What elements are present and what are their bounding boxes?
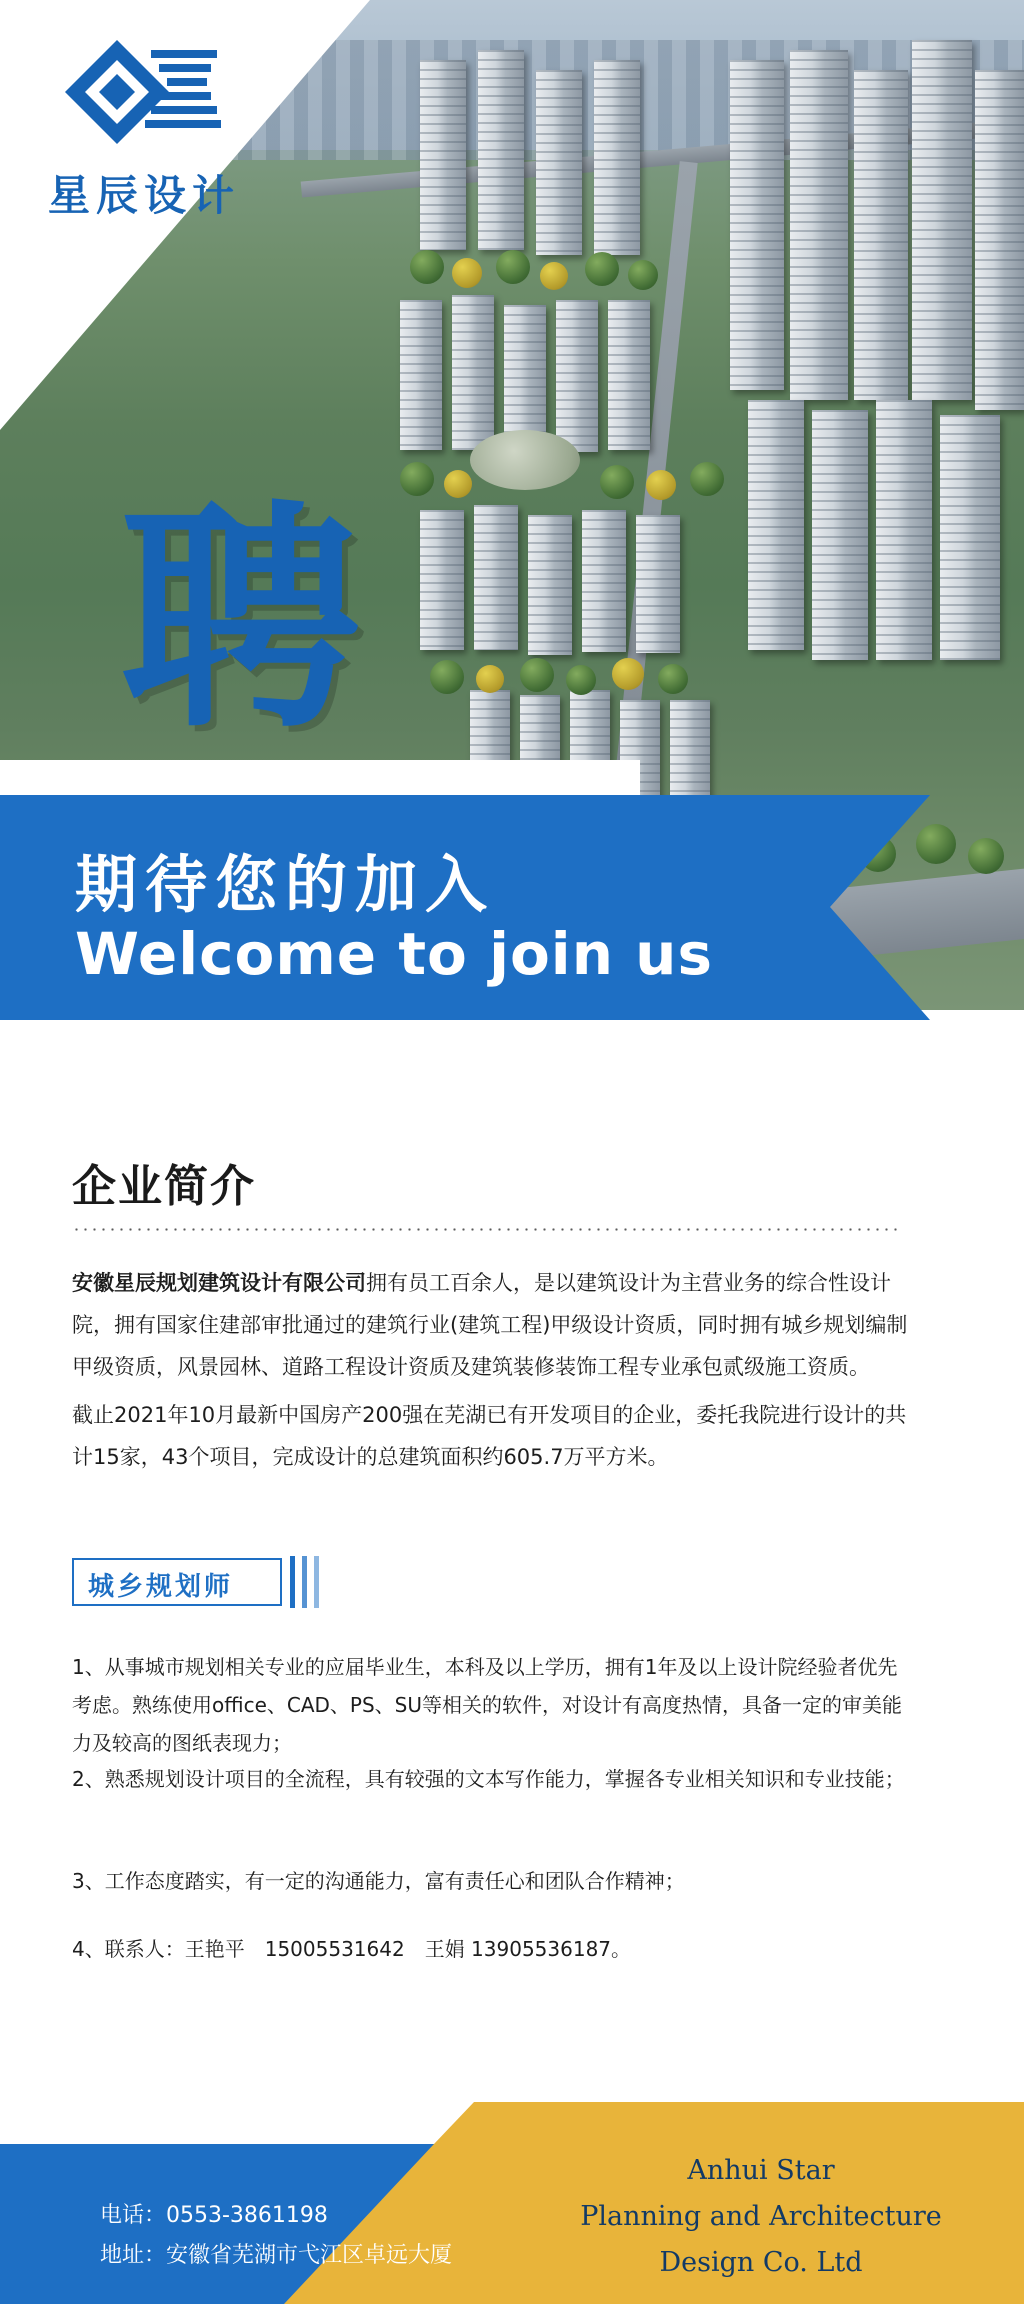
tree	[520, 658, 554, 692]
tree	[690, 462, 724, 496]
tree	[430, 660, 464, 694]
intro-company-name: 安徽星辰规划建筑设计有限公司	[72, 1271, 366, 1295]
tree	[410, 250, 444, 284]
company-logo	[40, 30, 310, 220]
building	[594, 60, 640, 255]
tree	[400, 462, 434, 496]
building	[452, 295, 494, 450]
intro-paragraph-1-rest: 拥有员工百余人，是以建筑设计为主营业务的综合性设计院，拥有国家住建部审批通过的建筑行业(建筑工程)甲级设计资质，同时拥有城乡规划编制甲级资质，风景园林、道路工程设计资质及建筑装修装饰工程专业承包贰级施工资质。	[72, 1271, 908, 1379]
building	[556, 300, 598, 452]
company-intro	[72, 1262, 912, 1478]
banner-title-en: Welcome to join us	[75, 920, 713, 988]
position-title: 城乡规划师	[88, 1572, 234, 1602]
footer	[0, 2144, 1024, 2304]
tree	[968, 838, 1004, 874]
tree	[496, 250, 530, 284]
building	[420, 510, 464, 650]
footer-company-line-3: Design Co. Ltd	[659, 2247, 863, 2278]
building	[478, 50, 524, 250]
tree	[452, 258, 482, 288]
building	[608, 300, 650, 450]
footer-company-line-1: Anhui Star	[687, 2155, 835, 2186]
star-chen-logo-icon	[55, 30, 225, 155]
building	[582, 510, 626, 652]
tree	[444, 470, 472, 498]
building	[854, 70, 908, 400]
tree	[612, 658, 644, 690]
building	[536, 70, 582, 255]
footer-address: 地址：安徽省芜湖市弋江区卓远大厦	[100, 2243, 453, 2268]
tree	[476, 665, 504, 693]
building	[748, 400, 804, 650]
building	[400, 300, 442, 450]
footer-company-en	[526, 2148, 996, 2286]
tree	[540, 262, 568, 290]
intro-paragraph-2: 截止2021年10月最新中国房产200强在芜湖已有开发项目的企业，委托我院进行设计的共计15家，43个项目，完成设计的总建筑面积约605.7万平方米。	[72, 1403, 907, 1469]
building	[912, 40, 972, 400]
tree	[600, 465, 634, 499]
page-title: 企业简介	[72, 1161, 256, 1212]
tree	[646, 470, 676, 500]
recruit-char-text: 聘	[120, 480, 361, 760]
banner-title-cn: 期待您的加入	[75, 848, 496, 921]
building	[975, 70, 1024, 410]
decorative-bars	[290, 1556, 326, 1613]
building	[420, 60, 466, 250]
requirement-item: 3、工作态度踏实，有一定的沟通能力，富有责任心和团队合作精神；	[72, 1869, 685, 1893]
requirement-item: 4、联系人：王艳平 15005531642 王娟 13905536187。	[72, 1937, 632, 1961]
building	[730, 60, 784, 390]
building	[636, 515, 680, 653]
central-plaza	[470, 430, 580, 490]
footer-yellow-top-wedge	[284, 2102, 1024, 2144]
footer-contact	[100, 2196, 452, 2276]
dotted-divider	[72, 1228, 902, 1231]
building	[812, 410, 868, 660]
tree	[628, 260, 658, 290]
tree	[916, 824, 956, 864]
recruit-big-character	[120, 480, 361, 760]
requirement-item: 2、熟悉规划设计项目的全流程，具有较强的文本写作能力，掌握各专业相关知识和专业技能；	[72, 1767, 905, 1791]
footer-phone: 电话：0553-3861198	[100, 2203, 328, 2228]
building	[528, 515, 572, 655]
building	[876, 400, 932, 660]
building	[474, 505, 518, 650]
building	[940, 415, 1000, 660]
tree	[658, 664, 688, 694]
building	[790, 50, 848, 400]
footer-company-line-2: Planning and Architecture	[580, 2201, 942, 2232]
tree	[566, 665, 596, 695]
tree	[585, 252, 619, 286]
requirement-item: 1、从事城市规划相关专业的应届毕业生，本科及以上学历，拥有1年及以上设计院经验者优先考虑。熟练使用office、CAD、PS、SU等相关的软件，对设计有高度热情，具备一定的审美能力及较高的图纸表现力；	[72, 1655, 903, 1755]
company-brand-name: 星辰设计	[48, 171, 241, 220]
intro-paragraph-1	[72, 1262, 912, 1388]
